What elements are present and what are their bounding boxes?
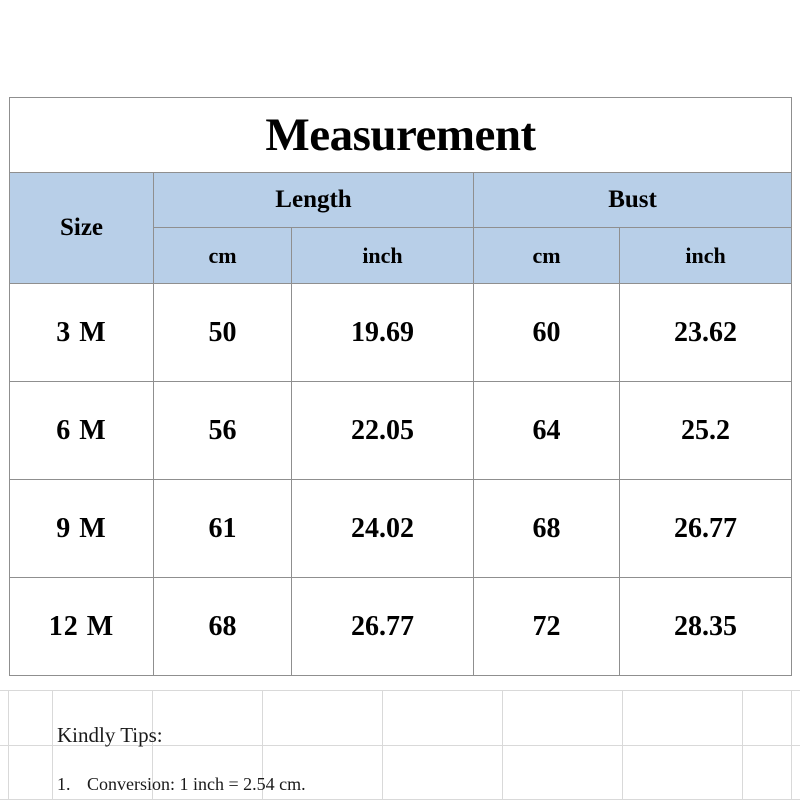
table-group-header-row <box>10 173 792 228</box>
cell-length-inch: 19.69 <box>292 284 474 382</box>
cell-length-cm: 68 <box>154 578 292 676</box>
measurement-table <box>9 97 792 676</box>
header-size: Size <box>10 173 154 284</box>
cell-bust-inch: 28.35 <box>620 578 792 676</box>
header-length-cm: cm <box>154 228 292 284</box>
cell-bust-cm: 68 <box>474 480 620 578</box>
cell-length-cm: 50 <box>154 284 292 382</box>
tips-item <box>57 774 306 795</box>
cell-bust-inch: 23.62 <box>620 284 792 382</box>
cell-length-cm: 56 <box>154 382 292 480</box>
header-length-inch: inch <box>292 228 474 284</box>
cell-size: 12 M <box>10 578 154 676</box>
cell-length-inch: 22.05 <box>292 382 474 480</box>
tips-heading: Kindly Tips: <box>57 723 163 747</box>
header-length: Length <box>154 173 474 228</box>
cell-size: 9 M <box>10 480 154 578</box>
table-title-row <box>10 98 792 173</box>
cell-bust-inch: 26.77 <box>620 480 792 578</box>
table-row <box>10 578 792 676</box>
page-title: Measurement <box>10 98 792 173</box>
cell-bust-cm: 72 <box>474 578 620 676</box>
measurement-table-container <box>0 97 800 676</box>
table-row <box>10 382 792 480</box>
cell-size: 3 M <box>10 284 154 382</box>
header-bust-cm: cm <box>474 228 620 284</box>
tips-item-text: Conversion: 1 inch = 2.54 cm. <box>87 774 306 794</box>
cell-length-cm: 61 <box>154 480 292 578</box>
tips-item-number: 1. <box>57 774 71 794</box>
table-row <box>10 284 792 382</box>
cell-length-inch: 24.02 <box>292 480 474 578</box>
cell-bust-cm: 60 <box>474 284 620 382</box>
cell-size: 6 M <box>10 382 154 480</box>
cell-length-inch: 26.77 <box>292 578 474 676</box>
table-row <box>10 480 792 578</box>
cell-bust-cm: 64 <box>474 382 620 480</box>
header-bust: Bust <box>474 173 792 228</box>
header-bust-inch: inch <box>620 228 792 284</box>
cell-bust-inch: 25.2 <box>620 382 792 480</box>
